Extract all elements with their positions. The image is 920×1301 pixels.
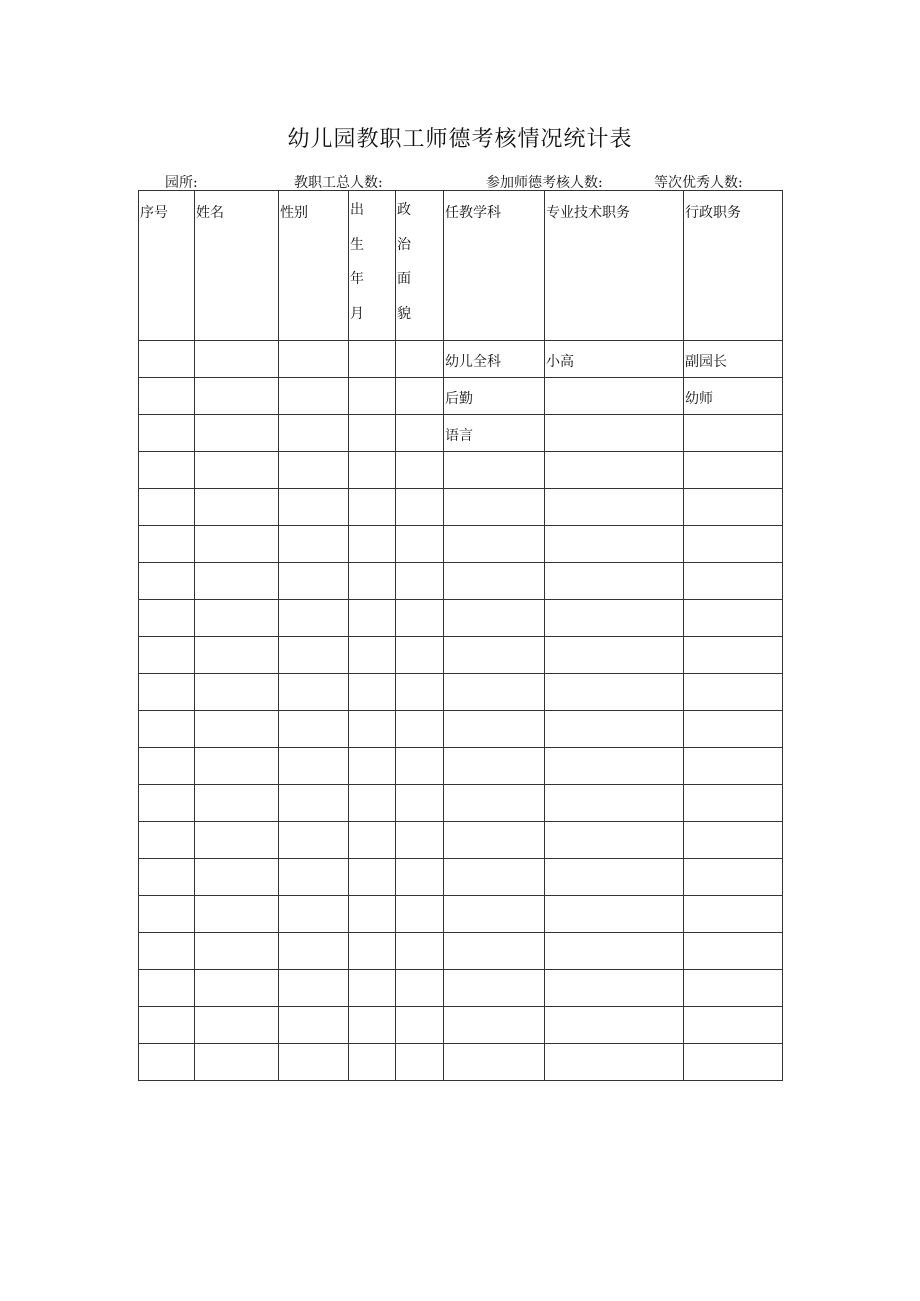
cell-admin-role <box>684 896 783 933</box>
header-political-char: 貌 <box>397 305 411 322</box>
cell-gender <box>279 1044 349 1081</box>
cell-subject <box>444 1044 545 1081</box>
table-row <box>139 711 783 748</box>
cell-name <box>195 896 279 933</box>
header-seq: 序号 <box>139 191 195 341</box>
cell-title-rank <box>545 489 684 526</box>
cell-gender <box>279 563 349 600</box>
cell-seq <box>139 970 195 1007</box>
cell-admin-role <box>684 711 783 748</box>
cell-seq <box>139 489 195 526</box>
cell-political-status <box>396 970 444 1007</box>
cell-birth-date <box>349 674 396 711</box>
staff-ethics-table <box>138 190 783 1081</box>
cell-birth-date <box>349 563 396 600</box>
cell-birth-date <box>349 489 396 526</box>
cell-political-status <box>396 822 444 859</box>
cell-seq <box>139 711 195 748</box>
cell-seq <box>139 452 195 489</box>
table-row <box>139 933 783 970</box>
cell-political-status <box>396 859 444 896</box>
table-row <box>139 1044 783 1081</box>
cell-birth-date <box>349 526 396 563</box>
cell-birth-date <box>349 415 396 452</box>
cell-title-rank <box>545 378 684 415</box>
cell-political-status <box>396 896 444 933</box>
cell-name <box>195 970 279 1007</box>
table-row <box>139 674 783 711</box>
header-gender: 性别 <box>279 191 349 341</box>
cell-name <box>195 748 279 785</box>
cell-gender <box>279 933 349 970</box>
cell-gender <box>279 785 349 822</box>
cell-political-status <box>396 378 444 415</box>
cell-admin-role <box>684 637 783 674</box>
cell-political-status <box>396 785 444 822</box>
cell-admin-role: 幼师 <box>684 378 783 415</box>
cell-name <box>195 785 279 822</box>
cell-birth-date <box>349 1007 396 1044</box>
cell-gender <box>279 341 349 378</box>
cell-subject <box>444 711 545 748</box>
cell-admin-role <box>684 452 783 489</box>
cell-admin-role <box>684 822 783 859</box>
cell-seq <box>139 341 195 378</box>
cell-subject: 语言 <box>444 415 545 452</box>
cell-gender <box>279 748 349 785</box>
cell-admin-role <box>684 748 783 785</box>
header-birth-char: 年 <box>350 271 364 287</box>
cell-admin-role <box>684 1044 783 1081</box>
cell-subject <box>444 933 545 970</box>
table-body <box>139 341 783 1081</box>
cell-subject <box>444 489 545 526</box>
cell-name <box>195 563 279 600</box>
cell-birth-date <box>349 785 396 822</box>
cell-admin-role <box>684 563 783 600</box>
cell-political-status <box>396 489 444 526</box>
cell-admin-role <box>684 970 783 1007</box>
cell-name <box>195 674 279 711</box>
cell-subject <box>444 452 545 489</box>
cell-admin-role <box>684 785 783 822</box>
cell-birth-date <box>349 378 396 415</box>
cell-title-rank <box>545 600 684 637</box>
cell-title-rank <box>545 970 684 1007</box>
cell-admin-role: 副园长 <box>684 341 783 378</box>
document-title: 幼儿园教职工师德考核情况统计表 <box>287 127 633 152</box>
header-birth-char: 生 <box>350 236 364 253</box>
cell-subject <box>444 1007 545 1044</box>
cell-seq <box>139 637 195 674</box>
cell-gender <box>279 1007 349 1044</box>
cell-political-status <box>396 1007 444 1044</box>
header-subject: 任教学科 <box>444 191 545 341</box>
header-birth-char: 月 <box>350 305 364 322</box>
cell-name <box>195 933 279 970</box>
cell-gender <box>279 674 349 711</box>
cell-admin-role <box>684 526 783 563</box>
cell-gender <box>279 415 349 452</box>
cell-birth-date <box>349 1044 396 1081</box>
cell-subject <box>444 526 545 563</box>
cell-subject <box>444 748 545 785</box>
cell-gender <box>279 600 349 637</box>
cell-political-status <box>396 1044 444 1081</box>
cell-political-status <box>396 933 444 970</box>
cell-birth-date <box>349 452 396 489</box>
cell-admin-role <box>684 415 783 452</box>
table-row <box>139 489 783 526</box>
table-row <box>139 970 783 1007</box>
table-row <box>139 378 783 415</box>
cell-birth-date <box>349 896 396 933</box>
cell-gender <box>279 526 349 563</box>
cell-title-rank <box>545 526 684 563</box>
cell-seq <box>139 896 195 933</box>
cell-subject <box>444 785 545 822</box>
cell-subject <box>444 674 545 711</box>
cell-subject: 幼儿全科 <box>444 341 545 378</box>
cell-name <box>195 489 279 526</box>
cell-seq <box>139 415 195 452</box>
cell-gender <box>279 637 349 674</box>
participants-label: 参加师德考核人数: <box>486 175 603 191</box>
cell-title-rank: 小高 <box>545 341 684 378</box>
cell-title-rank <box>545 896 684 933</box>
cell-gender <box>279 970 349 1007</box>
cell-gender <box>279 378 349 415</box>
cell-title-rank <box>545 748 684 785</box>
cell-birth-date <box>349 637 396 674</box>
cell-seq <box>139 674 195 711</box>
header-political-char: 政 <box>397 202 411 218</box>
cell-gender <box>279 452 349 489</box>
cell-name <box>195 600 279 637</box>
cell-birth-date <box>349 341 396 378</box>
cell-name <box>195 341 279 378</box>
cell-name <box>195 637 279 674</box>
cell-seq <box>139 1044 195 1081</box>
cell-birth-date <box>349 970 396 1007</box>
cell-subject <box>444 563 545 600</box>
cell-admin-role <box>684 674 783 711</box>
header-row <box>139 191 783 341</box>
table-row <box>139 415 783 452</box>
header-birth-char: 出 <box>350 202 364 218</box>
cell-title-rank <box>545 711 684 748</box>
table-row <box>139 822 783 859</box>
header-political-char: 治 <box>397 236 411 253</box>
cell-political-status <box>396 674 444 711</box>
header-political-status <box>396 191 444 341</box>
cell-seq <box>139 526 195 563</box>
cell-political-status <box>396 711 444 748</box>
cell-seq <box>139 785 195 822</box>
cell-seq <box>139 933 195 970</box>
cell-admin-role <box>684 859 783 896</box>
cell-title-rank <box>545 822 684 859</box>
cell-title-rank <box>545 859 684 896</box>
cell-gender <box>279 859 349 896</box>
cell-title-rank <box>545 452 684 489</box>
cell-gender <box>279 711 349 748</box>
cell-subject <box>444 859 545 896</box>
total-staff-label: 教职工总人数: <box>294 175 383 191</box>
cell-title-rank <box>545 1044 684 1081</box>
table-row <box>139 748 783 785</box>
cell-political-status <box>396 563 444 600</box>
table-row <box>139 785 783 822</box>
header-admin-role: 行政职务 <box>684 191 783 341</box>
cell-political-status <box>396 600 444 637</box>
cell-political-status <box>396 341 444 378</box>
header-birth-date <box>349 191 396 341</box>
cell-name <box>195 378 279 415</box>
cell-political-status <box>396 452 444 489</box>
table-row <box>139 452 783 489</box>
cell-political-status <box>396 415 444 452</box>
cell-political-status <box>396 526 444 563</box>
cell-subject <box>444 600 545 637</box>
header-name: 姓名 <box>195 191 279 341</box>
cell-birth-date <box>349 711 396 748</box>
header-political-char: 面 <box>397 271 411 287</box>
cell-name <box>195 526 279 563</box>
cell-subject <box>444 896 545 933</box>
excellent-count-label: 等次优秀人数: <box>654 175 743 191</box>
cell-name <box>195 711 279 748</box>
cell-subject <box>444 822 545 859</box>
cell-name <box>195 452 279 489</box>
table-row <box>139 526 783 563</box>
header-title-rank: 专业技术职务 <box>545 191 684 341</box>
cell-political-status <box>396 748 444 785</box>
cell-title-rank <box>545 674 684 711</box>
cell-seq <box>139 859 195 896</box>
cell-political-status <box>396 637 444 674</box>
cell-name <box>195 859 279 896</box>
cell-birth-date <box>349 600 396 637</box>
cell-birth-date <box>349 822 396 859</box>
kindergarten-label: 园所: <box>165 175 198 191</box>
cell-seq <box>139 378 195 415</box>
cell-birth-date <box>349 859 396 896</box>
cell-title-rank <box>545 563 684 600</box>
table-row <box>139 341 783 378</box>
cell-title-rank <box>545 637 684 674</box>
table-row <box>139 637 783 674</box>
cell-title-rank <box>545 785 684 822</box>
cell-subject <box>444 637 545 674</box>
table-row <box>139 859 783 896</box>
table-row <box>139 563 783 600</box>
cell-seq <box>139 563 195 600</box>
cell-gender <box>279 822 349 859</box>
cell-title-rank <box>545 415 684 452</box>
table-row <box>139 1007 783 1044</box>
cell-admin-role <box>684 1007 783 1044</box>
cell-seq <box>139 748 195 785</box>
cell-name <box>195 415 279 452</box>
cell-name <box>195 1044 279 1081</box>
cell-name <box>195 822 279 859</box>
cell-admin-role <box>684 600 783 637</box>
cell-seq <box>139 1007 195 1044</box>
cell-name <box>195 1007 279 1044</box>
cell-seq <box>139 822 195 859</box>
cell-seq <box>139 600 195 637</box>
cell-gender <box>279 896 349 933</box>
cell-title-rank <box>545 933 684 970</box>
cell-title-rank <box>545 1007 684 1044</box>
table-row <box>139 600 783 637</box>
cell-gender <box>279 489 349 526</box>
cell-birth-date <box>349 748 396 785</box>
cell-subject <box>444 970 545 1007</box>
table-row <box>139 896 783 933</box>
cell-subject: 后勤 <box>444 378 545 415</box>
cell-admin-role <box>684 933 783 970</box>
cell-admin-role <box>684 489 783 526</box>
cell-birth-date <box>349 933 396 970</box>
